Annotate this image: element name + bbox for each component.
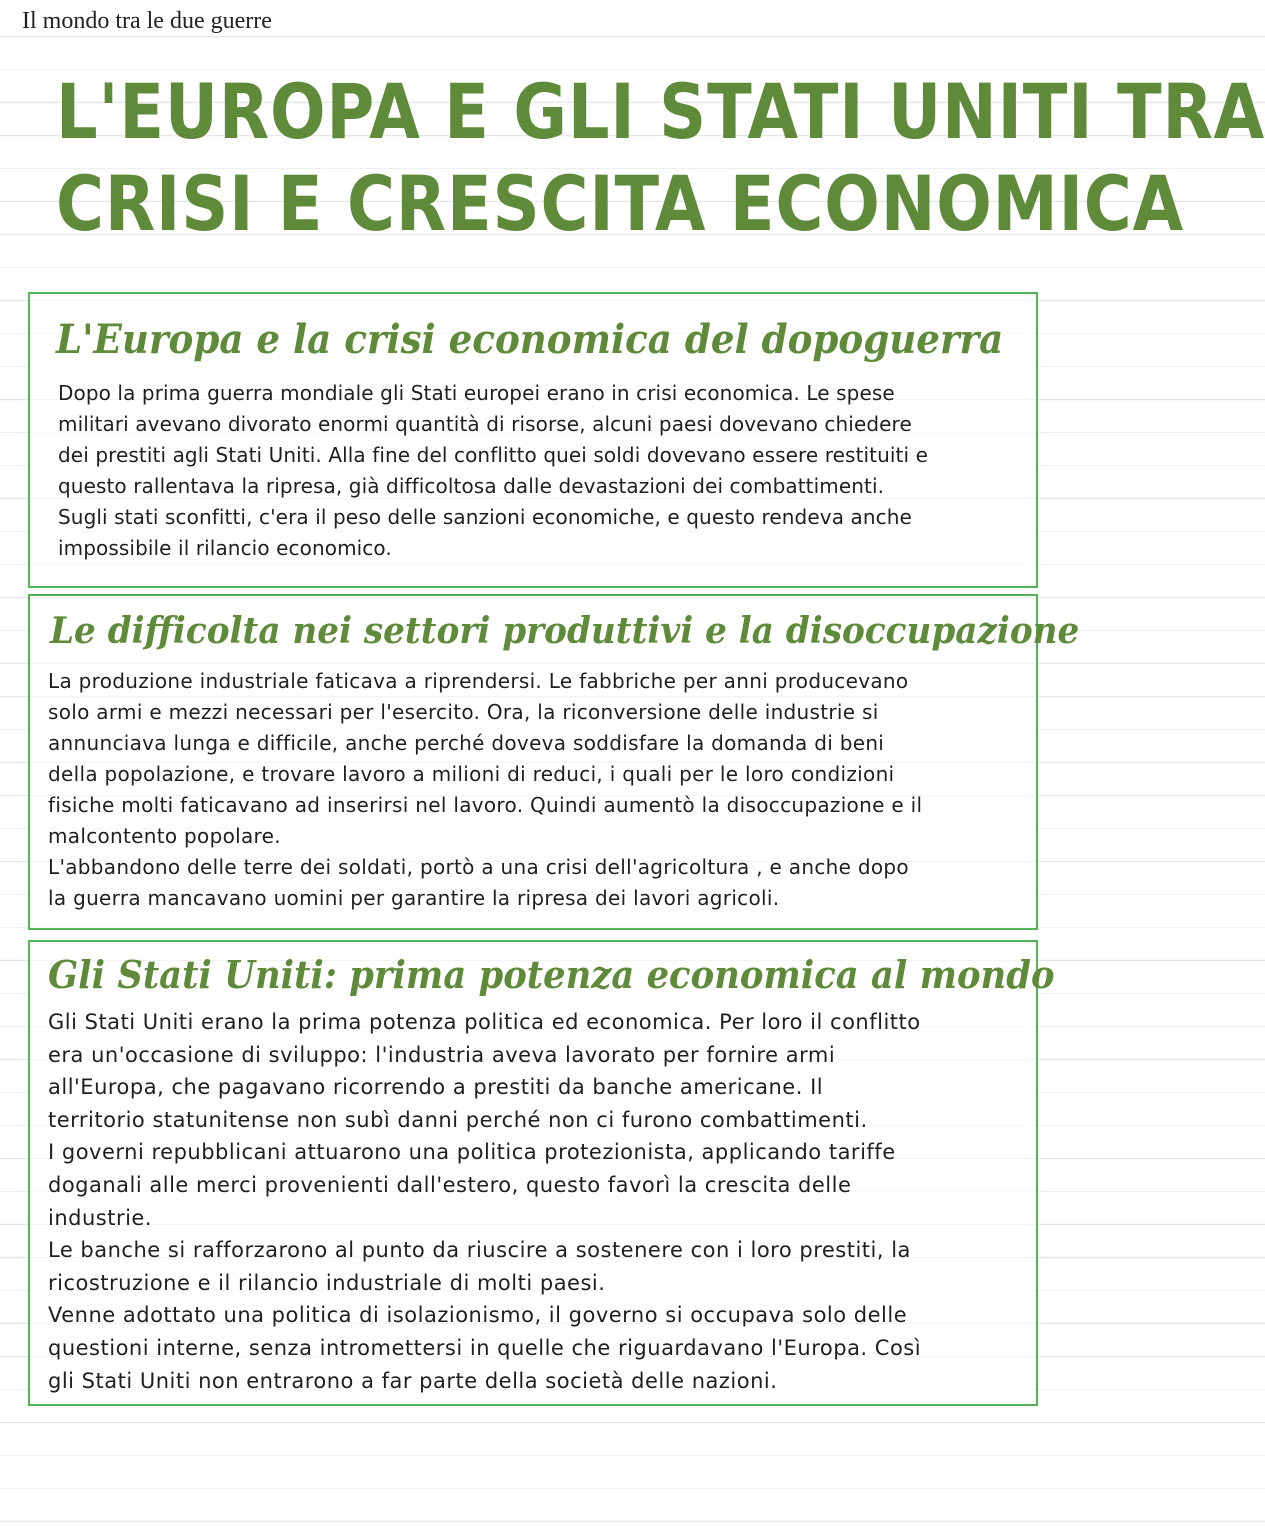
section-united-states	[28, 940, 1055, 1406]
body-line: gli Stati Uniti non entrarono a far parte della società delle nazioni.	[48, 1368, 778, 1393]
body-line: Sugli stati sconfitti, c'era il peso delle sanzioni economiche, e questo rendeva anche	[58, 505, 912, 529]
body-line: solo armi e mezzi necessari per l'esercito. Ora, la riconversione delle industrie si	[48, 700, 879, 724]
page-title-line-2: CRISI E CRESCITA ECONOMICA	[56, 159, 1185, 248]
body-line: I governi repubblicani attuarono una politica protezionista, applicando tariffe	[48, 1140, 896, 1165]
body-line: era un'occasione di sviluppo: l'industria aveva lavorato per fornire armi	[48, 1042, 836, 1067]
body-line: L'abbandono delle terre dei soldati, portò a una crisi dell'agricoltura , e anche dopo	[48, 855, 909, 879]
section-body	[48, 1006, 921, 1397]
body-line: malcontento popolare.	[48, 824, 281, 848]
body-line: industrie.	[48, 1205, 153, 1230]
section-heading: Le difficolta nei settori produttivi e la disoccupazione	[50, 610, 1080, 652]
body-line: la guerra mancavano uomini per garantire la ripresa dei lavori agricoli.	[48, 886, 780, 910]
body-line: La produzione industriale faticava a riprendersi. Le fabbriche per anni producevano	[48, 669, 909, 693]
body-line: dei prestiti agli Stati Uniti. Alla fine del conflitto quei soldi dovevano essere restituiti e	[58, 443, 929, 467]
section-productive-sectors	[28, 594, 1080, 930]
body-line: annunciava lunga e difficile, anche perché doveva soddisfare la domanda di beni	[48, 731, 885, 755]
body-line: ricostruzione e il rilancio industriale di molti paesi.	[48, 1270, 606, 1295]
body-line: Gli Stati Uniti erano la prima potenza politica ed economica. Per loro il conflitto	[48, 1010, 921, 1034]
body-line: Dopo la prima guerra mondiale gli Stati europei erano in crisi economica. Le spese	[58, 381, 895, 405]
section-body	[58, 378, 928, 564]
body-line: territorio statunitense non subì danni perché non ci furono combattimenti.	[48, 1107, 868, 1132]
section-heading: L'Europa e la crisi economica del dopoguerra	[56, 316, 1004, 363]
body-line: doganali alle merci provenienti dall'estero, questo favorì la crescita delle	[48, 1172, 852, 1197]
page-subject-header: Il mondo tra le due guerre	[22, 8, 272, 34]
body-line: militari avevano divorato enormi quantità di risorse, alcuni paesi dovevano chiedere	[58, 412, 912, 436]
body-line: Venne adottato una politica di isolazionismo, il governo si occupava solo delle	[48, 1303, 908, 1328]
body-line: questioni interne, senza intromettersi in quelle che riguardavano l'Europa. Così	[48, 1335, 922, 1360]
section-body	[48, 666, 922, 914]
page-title-line-1: L'EUROPA E GLI STATI UNITI TRA	[56, 67, 1265, 156]
page-title	[56, 66, 1265, 250]
section-europe-crisis	[28, 292, 1038, 588]
body-line: della popolazione, e trovare lavoro a milioni di reduci, i quali per le loro condizioni	[48, 762, 895, 786]
body-line: impossibile il rilancio economico.	[58, 536, 392, 560]
body-line: fisiche molti faticavano ad inserirsi nel lavoro. Quindi aumentò la disoccupazione e il	[48, 793, 923, 817]
body-line: Le banche si rafforzarono al punto da riuscire a sostenere con i loro prestiti, la	[48, 1238, 911, 1263]
section-heading: Gli Stati Uniti: prima potenza economica al mondo	[48, 952, 1055, 997]
body-line: all'Europa, che pagavano ricorrendo a prestiti da banche americane. Il	[48, 1075, 824, 1100]
body-line: questo rallentava la ripresa, già difficoltosa dalle devastazioni dei combattimenti.	[58, 474, 885, 498]
